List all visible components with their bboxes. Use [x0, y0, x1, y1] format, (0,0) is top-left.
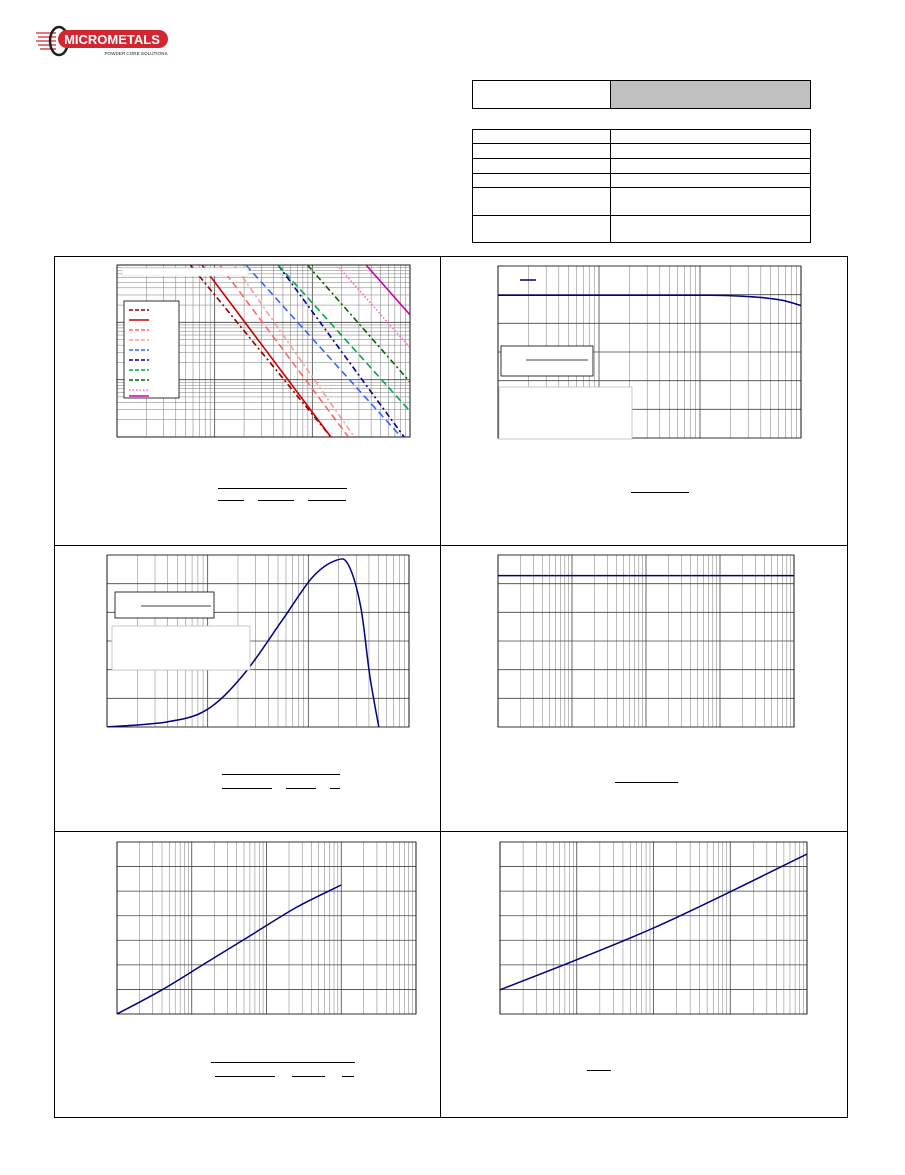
chart-4	[498, 555, 794, 727]
series-group	[117, 885, 341, 1014]
spec-row	[473, 216, 810, 242]
formula-rule	[218, 500, 244, 501]
formula-rule	[292, 1076, 325, 1077]
note-box	[499, 387, 632, 439]
header-table	[472, 80, 811, 109]
chart-grid-divider	[54, 831, 848, 832]
formula-rule	[631, 492, 689, 493]
formula-rule	[222, 788, 272, 789]
series-line-5	[246, 265, 401, 437]
formula-box	[501, 346, 593, 376]
series-line-1	[498, 295, 801, 305]
chart-legend	[122, 268, 248, 398]
spec-table	[472, 129, 811, 243]
formula-rule	[330, 788, 340, 789]
title-box	[122, 268, 248, 276]
series-line-1	[190, 265, 331, 437]
chart-1	[117, 265, 410, 437]
micrometals-logo	[36, 24, 176, 60]
spec-row	[473, 174, 810, 188]
spec-row	[473, 144, 810, 159]
formula-rule	[218, 488, 347, 489]
formula-rule	[308, 500, 346, 501]
chart-2	[498, 266, 801, 438]
series-line-4	[234, 265, 354, 437]
spec-row	[473, 159, 810, 174]
logo-text: MICROMETALS	[64, 32, 160, 47]
formula-rule	[615, 782, 678, 783]
note-box	[112, 626, 250, 670]
logo-tagline: POWDER CORE SOLUTIONS	[104, 51, 168, 56]
chart-grid-lines	[498, 555, 794, 727]
formula-rule	[211, 1062, 355, 1063]
formula-rule	[258, 500, 294, 501]
series-group	[498, 295, 801, 305]
spec-row	[473, 188, 810, 216]
chart-grid-divider	[54, 545, 848, 546]
series-line-7	[278, 265, 410, 411]
chart-grid-divider	[440, 256, 441, 1118]
series-line-10	[366, 265, 410, 315]
formula-rule	[286, 788, 316, 789]
series-line-1	[117, 885, 341, 1014]
header-table-label-cell	[473, 81, 611, 108]
chart-grid-lines	[117, 842, 416, 1014]
series-line-2	[202, 265, 331, 437]
formula-rule	[342, 1076, 354, 1077]
series-group	[190, 265, 410, 437]
formula-box	[115, 592, 214, 618]
formula-rule	[215, 1076, 275, 1077]
formula-rule	[587, 1070, 611, 1071]
chart-6	[500, 842, 807, 1014]
formula-rule	[222, 774, 340, 775]
header-table-value-cell	[611, 81, 810, 108]
chart-3	[107, 555, 409, 727]
chart-5	[117, 842, 416, 1014]
spec-row	[473, 130, 810, 144]
